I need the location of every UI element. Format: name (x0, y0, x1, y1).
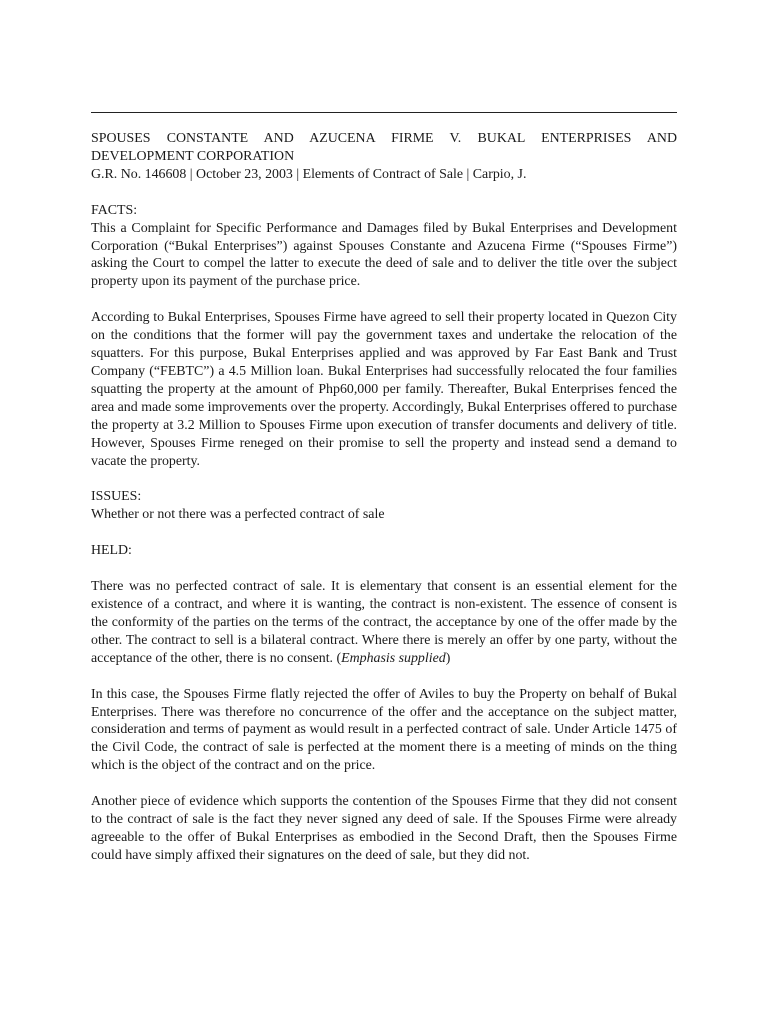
facts-paragraph-2: According to Bukal Enterprises, Spouses Firme have agreed to sell their property located in Quezon City on the conditions that the former will pay the government taxes and undertake the relocation of the squatters. For this purpose, Bukal Enterprises applied and was approved by Far East Bank and Trust Company (“FEBTC”) a 4.5 Million loan. Bukal Enterprises had successfully relocated the four families squatting the property at the amount of Php60,000 per family. Thereafter, Bukal Enterprises fenced the area and made some improvements over the property. Accordingly, Bukal Enterprises offered to purchase the property at 3.2 Million to Spouses Firme upon execution of transfer documents and delivery of title. However, Spouses Firme reneged on their promise to sell the property and instead send a demand to vacate the property. (91, 310, 677, 469)
held-paragraph-1 (91, 578, 677, 668)
held-paragraph-2: In this case, the Spouses Firme flatly rejected the offer of Aviles to buy the Property on behalf of Bukal Enterprises. There was therefore no concurrence of the offer and the acceptance on the subject matter, consideration and terms of payment as would result in a perfected contract of sale. Under Article 1475 of the Civil Code, the contract of sale is perfected at the moment there is a meeting of minds on the thing which is the object of the contract and on the price. (91, 686, 677, 774)
issues-text: Whether or not there was a perfected contract of sale (91, 507, 385, 523)
held-paragraph-3: Another piece of evidence which supports the contention of the Spouses Firme that they did not consent to the contract of sale is the fact they never signed any deed of sale. If the Spouses Firme were already agreeable to the offer of Bukal Enterprises as embodied in the Second Draft, then the Spouses Firme could have simply affixed their signatures on the deed of sale, but they did not. (91, 794, 677, 863)
held-paragraph-1-close: ) (445, 650, 451, 666)
top-rule (91, 112, 677, 113)
case-citation: G.R. No. 146608 | October 23, 2003 | Elements of Contract of Sale | Carpio, J. (91, 166, 527, 182)
held-heading: HELD: (91, 543, 132, 559)
facts-heading: FACTS: (91, 202, 138, 218)
held-paragraph-1-text: There was no perfected contract of sale. It is elementary that consent is an essential element for the existence of a contract, and where it is wanting, the contract is non-existent. The essence of consent is the conformity of the parties on the terms of the contract, the acceptance by one of the offer made by the other. The contract to sell is a bilateral contract. Where there is merely an offer by one party, without the acceptance of the other, there is no consent. ( (91, 579, 677, 666)
issues-heading: ISSUES: (91, 489, 142, 505)
document-page (91, 112, 677, 883)
facts-paragraph-1: This a Complaint for Specific Performance and Damages filed by Bukal Enterprises and Development Corporation (“Bukal Enterprises”) against Spouses Constante and Azucena Firme (“Spouses Firme”) asking the Court to compel the latter to execute the deed of sale and to deliver the title over the subject property upon its payment of the purchase price. (91, 220, 677, 290)
emphasis-supplied: Emphasis supplied (341, 650, 446, 666)
case-title: SPOUSES CONSTANTE AND AZUCENA FIRME V. BUKAL ENTERPRISES AND DEVELOPMENT CORPORATION (91, 131, 677, 164)
